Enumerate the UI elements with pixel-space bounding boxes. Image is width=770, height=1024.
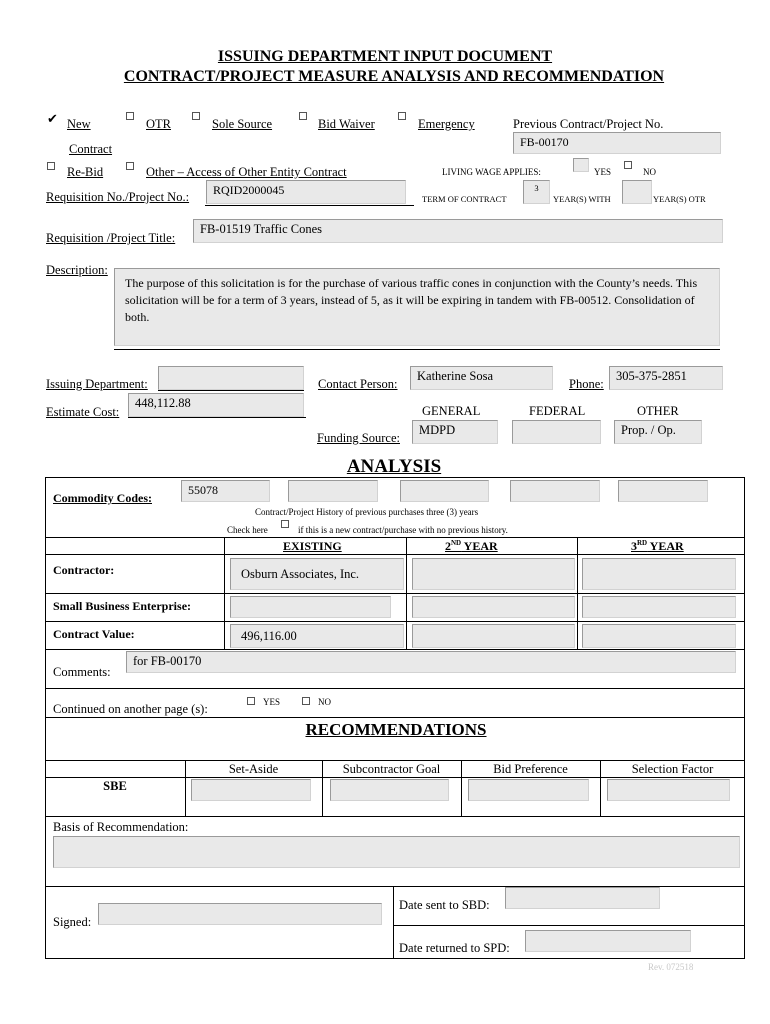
analysis-divider-3: [45, 593, 745, 594]
living-wage-no-checkbox[interactable]: [624, 161, 632, 169]
analysis-divider-5: [45, 649, 745, 650]
recommendations-heading: RECOMMENDATIONS: [305, 720, 487, 739]
commodity-code-field-3[interactable]: [400, 480, 489, 502]
analysis-divider-1: [45, 537, 745, 538]
contact-person-label: Contact Person:: [318, 377, 398, 391]
col-selection-factor: Selection Factor: [631, 762, 714, 776]
new-label: New: [67, 117, 91, 131]
years-otr-label: YEAR(S) OTR: [653, 194, 706, 204]
emergency-checkbox[interactable]: [398, 112, 406, 120]
analysis-divider-6: [45, 688, 745, 689]
phone-field[interactable]: 305-375-2851: [609, 366, 723, 390]
contractor-3rd-year-field[interactable]: [582, 558, 736, 590]
living-wage-label: LIVING WAGE APPLIES:: [442, 167, 541, 177]
description-underline: [114, 349, 720, 350]
estimate-underline: [128, 417, 306, 418]
description-label: Description:: [46, 263, 108, 277]
date-divider: [393, 925, 745, 926]
sbe-label: Small Business Enterprise:: [53, 599, 192, 613]
comments-label: Comments:: [53, 665, 111, 679]
contract-value-3rd-year-field[interactable]: [582, 624, 736, 648]
col-existing: EXISTING: [283, 539, 342, 553]
commodity-code-field-5[interactable]: [618, 480, 708, 502]
history-note: Contract/Project History of previous purchases three (3) years: [255, 507, 479, 517]
selection-factor-field[interactable]: [607, 779, 730, 801]
description-field[interactable]: The purpose of this solicitation is for the purchase of various traffic cones in conjunction with the County’s needs. This solicitation will be for a term of 3 years, instead of 5, as it will be expiring in tandem with FB-00512. Consolidation of both.: [114, 268, 720, 346]
continued-no-label: NO: [318, 697, 331, 707]
rec-divider-1: [45, 760, 745, 761]
sbe-row-label: SBE: [103, 779, 127, 793]
living-wage-no-label: NO: [643, 167, 656, 177]
title-line-1: ISSUING DEPARTMENT INPUT DOCUMENT: [217, 48, 553, 65]
term-label: TERM OF CONTRACT: [422, 194, 507, 204]
contractor-2nd-year-field[interactable]: [412, 558, 575, 590]
funding-general-label: GENERAL: [422, 404, 481, 418]
project-title-label: Requisition /Project Title:: [46, 231, 176, 245]
bid-preference-field[interactable]: [468, 779, 589, 801]
emergency-label: Emergency: [418, 117, 475, 131]
estimate-cost-label: Estimate Cost:: [46, 405, 120, 419]
new-checkbox[interactable]: ✔: [47, 111, 58, 126]
date-returned-label: Date returned to SPD:: [399, 941, 510, 955]
revision-label: Rev. 072518: [648, 962, 694, 972]
signed-divider: [393, 886, 394, 959]
sbe-existing-field[interactable]: [230, 596, 391, 618]
funding-general-field[interactable]: MDPD: [412, 420, 498, 444]
date-sent-label: Date sent to SBD:: [399, 898, 490, 912]
otr-checkbox[interactable]: [126, 112, 134, 120]
previous-contract-field[interactable]: FB-00170: [513, 132, 721, 154]
col-subcontractor-goal: Subcontractor Goal: [342, 762, 441, 776]
subcontractor-goal-field[interactable]: [330, 779, 449, 801]
contract-label: Contract: [69, 142, 113, 156]
check-here-label: Check here: [227, 525, 268, 535]
commodity-code-field-2[interactable]: [288, 480, 378, 502]
commodity-codes-label: Commodity Codes:: [53, 491, 152, 505]
funding-federal-label: FEDERAL: [529, 404, 586, 418]
living-wage-yes-label: YES: [594, 167, 612, 177]
signed-label: Signed:: [53, 915, 92, 929]
col-set-aside: Set-Aside: [228, 762, 279, 776]
analysis-heading: ANALYSIS: [346, 456, 442, 477]
other-label: Other – Access of Other Entity Contract: [146, 165, 347, 179]
estimate-cost-field[interactable]: 448,112.88: [128, 393, 304, 417]
phone-label: Phone:: [569, 377, 604, 391]
funding-other-field[interactable]: Prop. / Op.: [614, 420, 702, 444]
otr-label: OTR: [146, 117, 171, 131]
continued-yes-label: YES: [263, 697, 281, 707]
funding-other-label: OTHER: [637, 404, 679, 418]
otr-years-field[interactable]: [622, 180, 652, 204]
contact-person-field[interactable]: Katherine Sosa: [410, 366, 553, 390]
col-3rd-year: 3RD YEAR: [631, 539, 684, 553]
signed-field[interactable]: [98, 903, 382, 925]
commodity-code-field-1[interactable]: 55078: [181, 480, 270, 502]
basis-label: Basis of Recommendation:: [53, 820, 189, 834]
rebid-checkbox[interactable]: [47, 162, 55, 170]
continued-yes-checkbox[interactable]: [247, 697, 255, 705]
no-history-checkbox[interactable]: [281, 520, 289, 528]
commodity-code-field-4[interactable]: [510, 480, 600, 502]
rec-divider-3: [45, 816, 745, 817]
contractor-label: Contractor:: [53, 563, 115, 577]
analysis-divider-7: [45, 717, 745, 718]
set-aside-field[interactable]: [191, 779, 311, 801]
requisition-field[interactable]: RQID2000045: [206, 180, 406, 204]
bid-waiver-checkbox[interactable]: [299, 112, 307, 120]
contract-value-existing-field[interactable]: 496,116.00: [230, 624, 404, 648]
continued-label: Continued on another page (s):: [53, 702, 208, 716]
sbe-2nd-year-field[interactable]: [412, 596, 575, 618]
sole-source-label: Sole Source: [212, 117, 273, 131]
funding-source-label: Funding Source:: [317, 431, 400, 445]
sbe-3rd-year-field[interactable]: [582, 596, 736, 618]
contract-value-label: Contract Value:: [53, 627, 135, 641]
col-2nd-year: 2ND YEAR: [445, 539, 498, 553]
requisition-underline: [205, 205, 414, 206]
contractor-existing-field[interactable]: Osburn Associates, Inc.: [230, 558, 404, 590]
no-history-note: if this is a new contract/purchase with no previous history.: [298, 525, 508, 535]
analysis-divider-4: [45, 621, 745, 622]
term-field[interactable]: 3: [523, 180, 550, 204]
contract-value-2nd-year-field[interactable]: [412, 624, 575, 648]
sole-source-checkbox[interactable]: [192, 112, 200, 120]
col-bid-preference: Bid Preference: [493, 762, 568, 776]
other-checkbox[interactable]: [126, 162, 134, 170]
issuing-department-field[interactable]: [158, 366, 304, 390]
issuing-department-label: Issuing Department:: [46, 377, 148, 391]
issuing-department-underline: [158, 390, 304, 391]
previous-contract-label: Previous Contract/Project No.: [513, 117, 664, 131]
rec-divider-2: [45, 777, 745, 778]
years-with-label: YEAR(S) WITH: [553, 194, 611, 204]
requisition-label: Requisition No./Project No.:: [46, 190, 190, 204]
basis-field[interactable]: [53, 836, 740, 868]
comments-field[interactable]: for FB-00170: [126, 651, 736, 673]
rebid-label: Re-Bid: [67, 165, 104, 179]
title-line-2: CONTRACT/PROJECT MEASURE ANALYSIS AND RECOMMENDATION: [123, 68, 665, 85]
project-title-field[interactable]: FB-01519 Traffic Cones: [193, 219, 723, 243]
funding-federal-field[interactable]: [512, 420, 601, 444]
living-wage-yes-checkbox[interactable]: [573, 158, 589, 172]
analysis-divider-2: [45, 554, 745, 555]
date-sent-field[interactable]: [505, 887, 660, 909]
bid-waiver-label: Bid Waiver: [318, 117, 375, 131]
date-returned-field[interactable]: [525, 930, 691, 952]
continued-no-checkbox[interactable]: [302, 697, 310, 705]
